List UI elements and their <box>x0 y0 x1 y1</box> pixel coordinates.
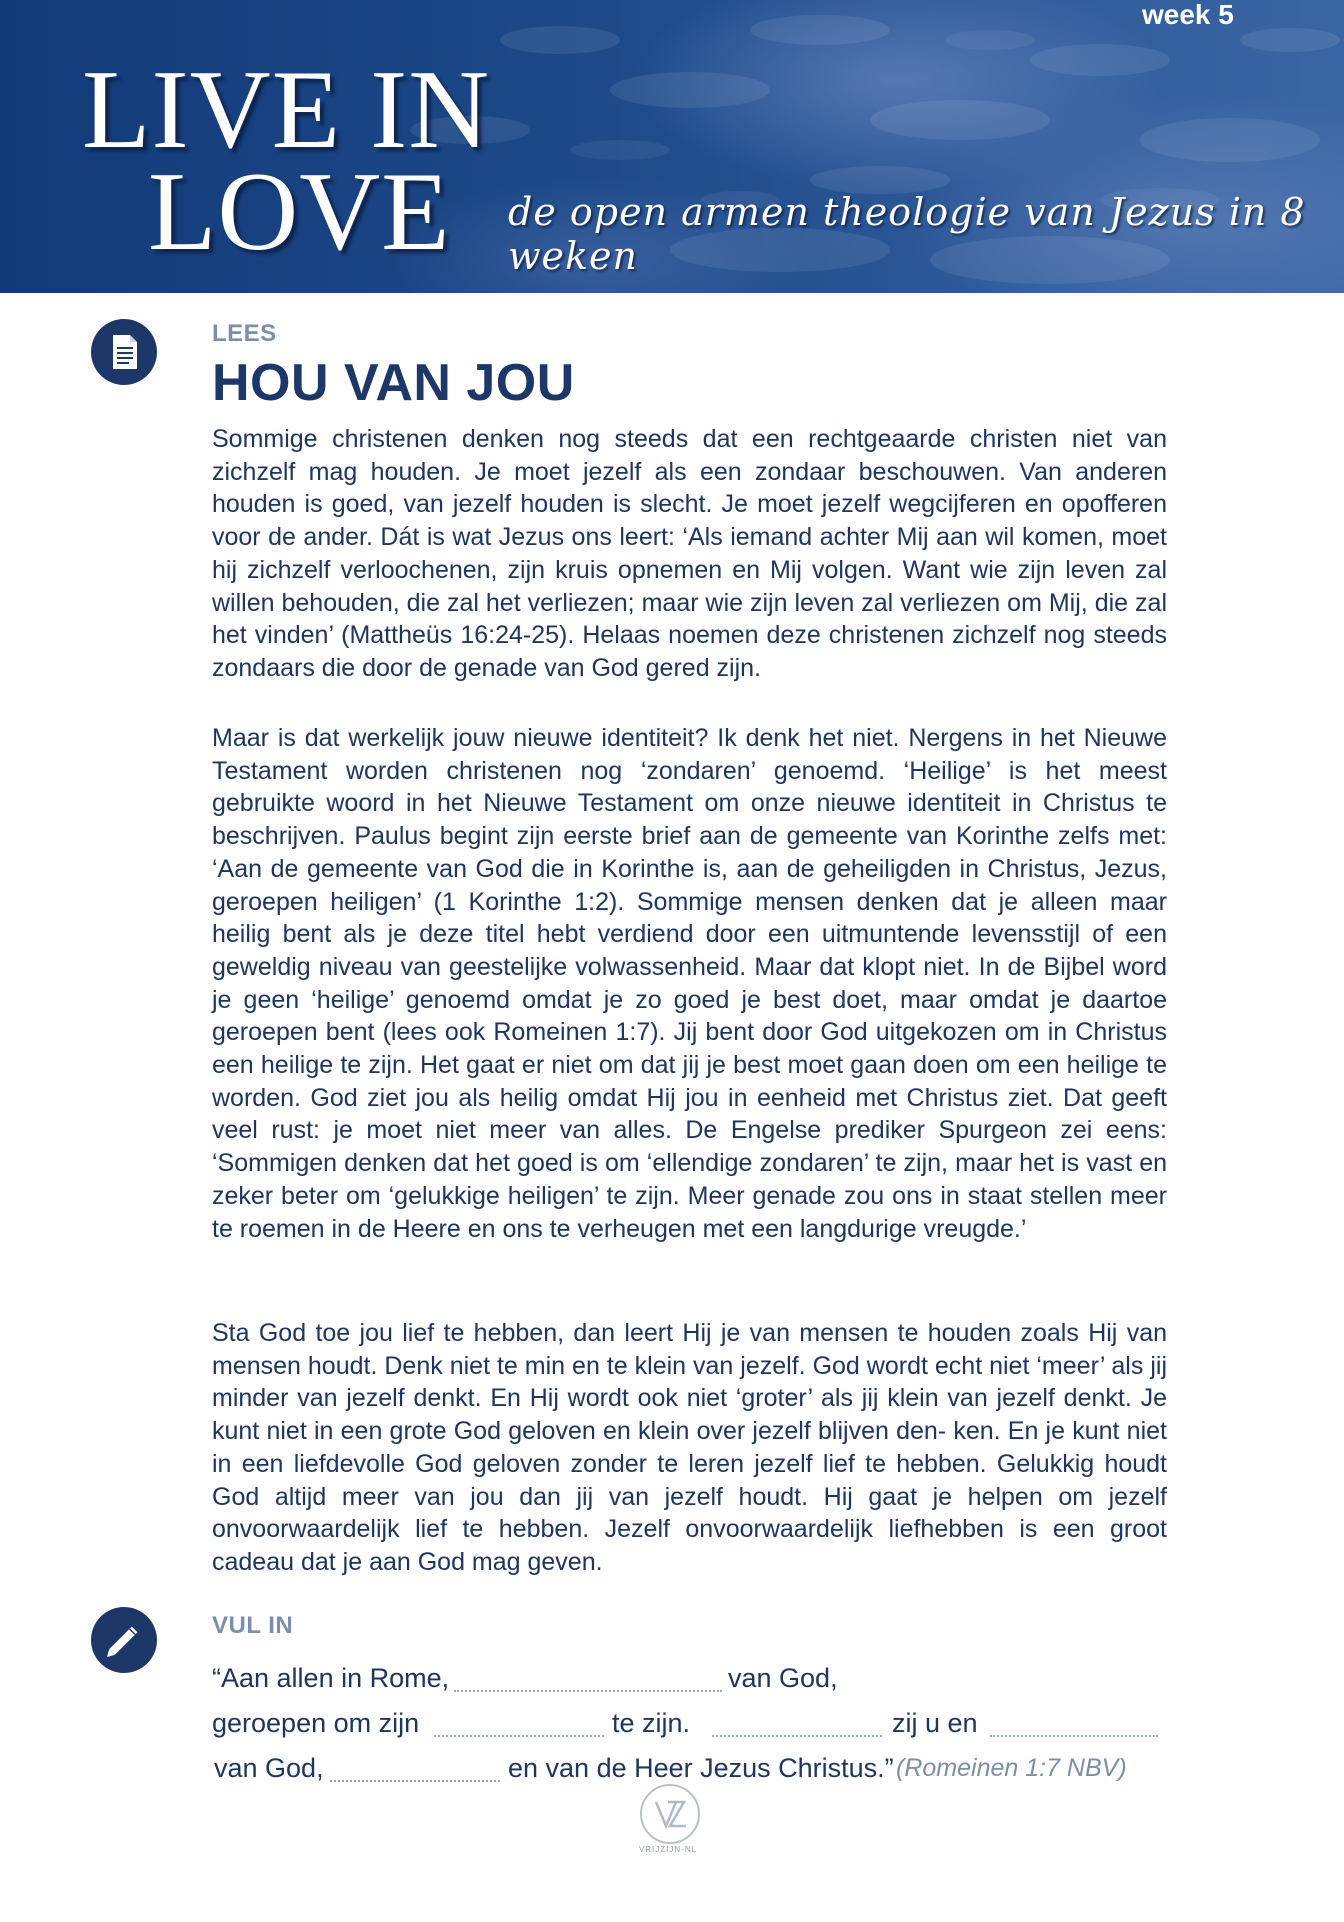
blank-1[interactable] <box>454 1690 722 1692</box>
title-line-2: LOVE <box>148 150 451 274</box>
fill-line-1-part-a: “Aan allen in Rome, <box>212 1663 450 1693</box>
pen-icon <box>91 1607 157 1673</box>
paragraph-1: Sommige christenen denken nog steeds dat een rechtgeaarde christen niet van zichzelf mag houden. Je moet jezelf als een zondaar beschouwen. Van anderen houden is goed, van jezelf houden is slecht. Je moet jezelf wegcijferen en opofferen voor de ander. Dát is wat Jezus ons leert: ‘Als iemand achter Mij aan wil komen, moet hij zichzelf verloochenen, zijn kruis opnemen en Mij volgen. Want wie zijn leven zal willen behouden, die zal het verliezen; maar wie zijn leven zal verliezen om Mij, die zal het vinden’ (Mattheüs 16:24-25). Helaas noemen deze christenen zichzelf nog steeds zondaars die door de genade van God gered zijn. <box>212 425 1167 682</box>
document-icon <box>91 319 157 385</box>
fill-line-3-part-a: van God, <box>214 1753 324 1783</box>
fill-line-2-part-a: geroepen om zijn <box>212 1708 420 1738</box>
blank-2[interactable] <box>434 1735 604 1737</box>
read-section-label: LEES <box>212 320 277 347</box>
blank-6[interactable] <box>330 1780 500 1782</box>
title-line-1: LIVE IN <box>82 48 491 172</box>
page-heading: HOU VAN JOU <box>212 354 575 412</box>
paragraph-2: Maar is dat werkelijk jouw nieuwe identiteit? Ik denk het niet. Nergens in het Nieuwe Testament worden christenen nog ‘zondaren’ genoemd. ‘Heilige’ is het meest gebruikte woord in het Nieuwe Testament om onze nieuwe identiteit in Christus te beschrijven. Paulus begint zijn eerste brief aan de gemeente van Korinthe zelfs met: ‘Aan de gemeente van God die in Korinthe is, aan de geheiligden in Christus, Jezus, geroepen heiligen’ (1 Korinthe 1:2). Sommige mensen denken dat je alleen maar heilig bent als je deze titel hebt verdiend door een uitmuntende levensstijl of een geweldig niveau van geestelijke volwassenheid. Maar dat klopt niet. In de Bijbel word je geen ‘heilige’ genoemd omdat je zo goed je best doet, maar omdat je daartoe geroepen bent (lees ook Romeinen 1:7). Jij bent door God uitgekozen om in Christus een heilige te zijn. Het gaat er niet om dat jij je best moet gaan doen om een heilige te worden. God ziet jou als heilig omdat Hij jou in eenheid met Christus ziet. Dat geeft veel rust: je moet niet meer van alles. De Engelse prediker Spurgeon zei eens: ‘Sommigen denken dat het goed is om ‘ellendige zondaren’ te zijn, maar het is vast en zeker beter om ‘gelukkige heiligen’ te zijn. Meer genade zou ons in staat stellen meer te roemen in de Heere en ons te verheugen met een langdurige vreugde.’ <box>212 724 1167 1243</box>
fill-line-2-part-b: te zijn. <box>612 1708 691 1738</box>
blank-4[interactable] <box>990 1735 1158 1737</box>
logo-wordmark: VRIJZIJN-NL <box>638 1845 698 1854</box>
vrijzijn-logo <box>640 1784 700 1844</box>
week-label: week 5 <box>1142 0 1234 30</box>
fill-line-1-part-b: van God, <box>728 1663 838 1693</box>
fill-line-3-part-b: en van de Heer Jezus Christus.” <box>508 1753 894 1783</box>
blank-3[interactable] <box>712 1735 882 1737</box>
fill-line-2-part-c: zij u en <box>892 1708 978 1738</box>
paragraph-3: Sta God toe jou lief te hebben, dan leert Hij je van mensen te houden zoals Hij van mensen houdt. Denk niet te min en te klein van jezelf. God wordt echt niet ‘meer’ als jij minder van jezelf denkt. En Hij wordt ook niet ‘groter’ als jij klein van jezelf denkt. Je kunt niet in een grote God geloven en klein over jezelf blijven den- ken. En je kunt niet in een liefdevolle God geloven zonder te leren jezelf lief te hebben. Gelukkig houdt God altijd meer van jou dan jij van jezelf houdt. Hij gaat je helpen om jezelf onvoorwaardelijk lief te hebben. Jezelf onvoorwaardelijk liefhebben is een groot cadeau dat je aan God mag geven. <box>212 1319 1167 1576</box>
header-banner <box>0 0 1344 293</box>
tagline: de open armen theologie van Jezus in 8 weken <box>508 190 1306 278</box>
fill-section-label: VUL IN <box>212 1612 294 1639</box>
bible-citation: (Romeinen 1:7 NBV) <box>896 1754 1127 1782</box>
